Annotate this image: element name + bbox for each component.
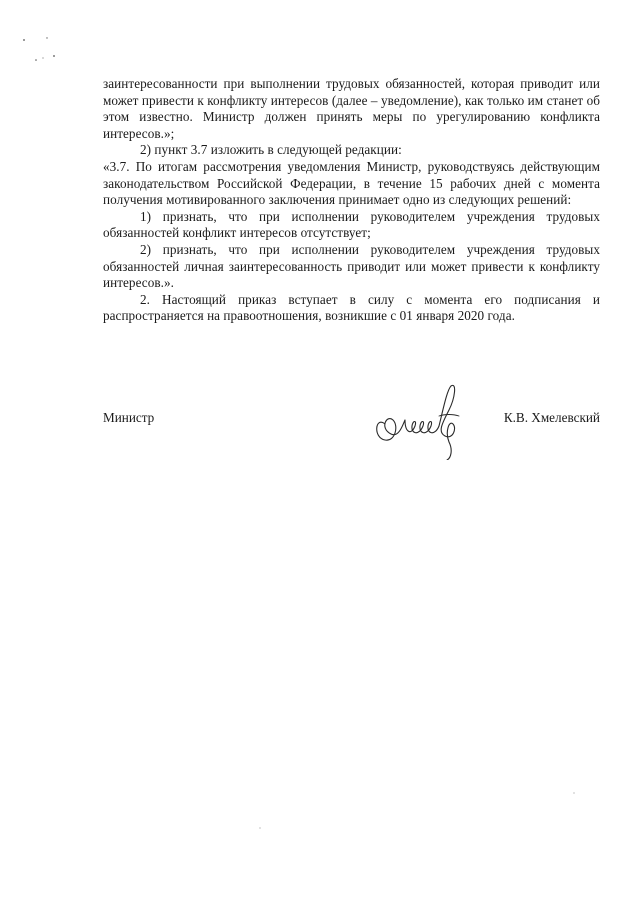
paragraph-continuation: заинтересованности при выполнении трудовых обязанностей, которая приводит или может привести к конфликту интересов (далее – уведомление), как только им станет об этом известно. Министр должен принять меры по урегулированию конфликта интересов.»;	[103, 76, 600, 141]
paragraph-decision-1: 1) признать, что при исполнении руководителем учреждения трудовых обязанностей конфликт интересов отсутствует;	[103, 208, 600, 241]
paragraph-item-2: 2) пункт 3.7 изложить в следующей редакции:	[140, 142, 402, 158]
paragraph-clause-3-7: «3.7. По итогам рассмотрения уведомления Министр, руководствуясь действующим законодательством Российской Федерации, в течение 15 рабочих дней с момента получения мотивированного заключения принимает одно из следующих решений:	[103, 158, 600, 208]
signature-block	[103, 380, 600, 460]
document-body	[103, 76, 600, 325]
signatory-title: Министр	[103, 410, 155, 425]
signatory-name: К.В. Хмелевский	[503, 410, 600, 425]
handwritten-signature	[365, 380, 475, 460]
paragraph-decision-2: 2) признать, что при исполнении руководителем учреждения трудовых обязанностей личная заинтересованность приводит или может привести к конфликту интересов.».	[103, 241, 600, 291]
paragraph-effective-date: 2. Настоящий приказ вступает в силу с момента его подписания и распространяется на правоотношения, возникшие с 01 января 2020 года.	[103, 291, 600, 324]
